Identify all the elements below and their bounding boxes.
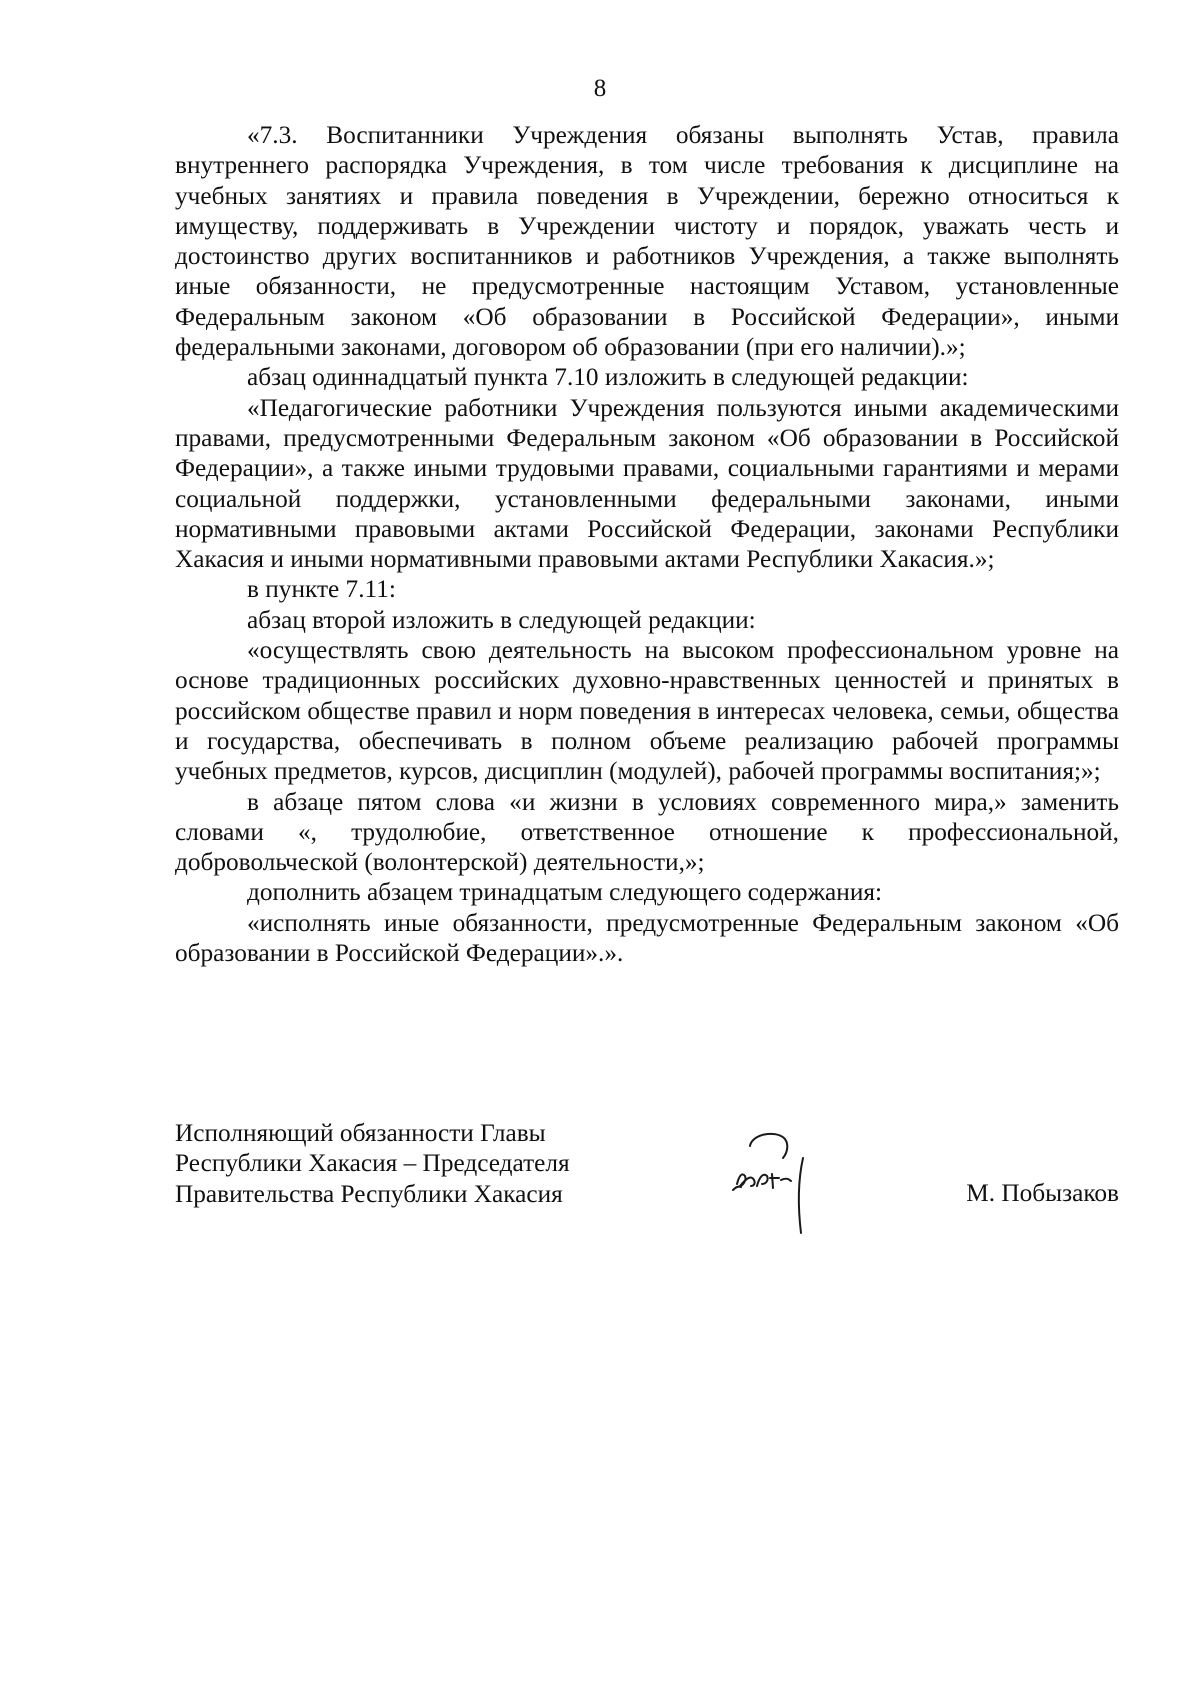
paragraph-amendment-7-10-intro: абзац одиннадцатый пункта 7.10 изложить в следующей редакции: xyxy=(247,363,969,392)
signer-name: М. Побызаков xyxy=(966,1179,1119,1207)
paragraph-7-11-second-text: «осуществлять свою деятельность на высоком профессиональном уровне на основе традиционных российских духовно-нравственных ценностей и принятых в российском обществе правил и норм поведения в интересах человека, семьи, общества и государства, обеспечивать в полном объеме реализацию рабочей программы учебных предметов, курсов, дисциплин (модулей), рабочей программы воспитания;»; xyxy=(175,636,1119,786)
page-number: 8 xyxy=(593,75,607,102)
handwritten-signature-icon xyxy=(715,1128,825,1243)
paragraph-7-3: «7.3. Воспитанники Учреждения обязаны выполнять Устав, правила внутреннего распорядка Учреждения, в том числе требования к дисциплине на учебных занятиях и правила поведения в Учреждении, бережно относиться к имуществу, поддерживать в Учреждении чистоту и порядок, уважать честь и достоинство других воспитанников и работников Учреждения, а также выполнять иные обязанности, не предусмотренные настоящим Уставом, установленные Федеральным законом «Об образовании в Российской Федерации», иными федеральными законами, договором об образовании (при его наличии).»; xyxy=(175,121,1119,362)
paragraph-7-11-thirteenth-text: «исполнять иные обязанности, предусмотренные Федеральным законом «Об образовании в Российской Федерации».». xyxy=(175,908,1119,968)
document-body xyxy=(175,120,1119,968)
paragraph-7-11-intro: в пункте 7.11: xyxy=(247,575,396,604)
signer-position-line: Правительства Республики Хакасия xyxy=(175,1179,563,1208)
signature-block xyxy=(175,1118,1119,1238)
paragraph-7-11-second-intro: абзац второй изложить в следующей редакции: xyxy=(247,605,756,634)
paragraph-7-11-fifth-amendment: в абзаце пятом слова «и жизни в условиях современного мира,» заменить словами «, трудолюбие, ответственное отношение к профессиональной, добровольческой (волонтерской) деятельности,»; xyxy=(175,787,1119,877)
paragraph-7-11-thirteenth-intro: дополнить абзацем тринадцатым следующего содержания: xyxy=(247,878,883,907)
signer-position-line: Исполняющий обязанности Главы xyxy=(175,1119,546,1147)
paragraph-7-10-text: «Педагогические работники Учреждения пользуются иными академическими правами, предусмотренными Федеральным законом «Об образовании в Российской Федерации», а также иными трудовыми правами, социальными гарантиями и мерами социальной поддержки, установленными федеральными законами, иными нормативными правовыми актами Российской Федерации, законами Республики Хакасия и иными нормативными правовыми актами Республики Хакасия.»; xyxy=(175,393,1119,574)
signer-position-line: Республики Хакасия – Председателя xyxy=(175,1149,570,1178)
signer-position xyxy=(175,1118,635,1209)
